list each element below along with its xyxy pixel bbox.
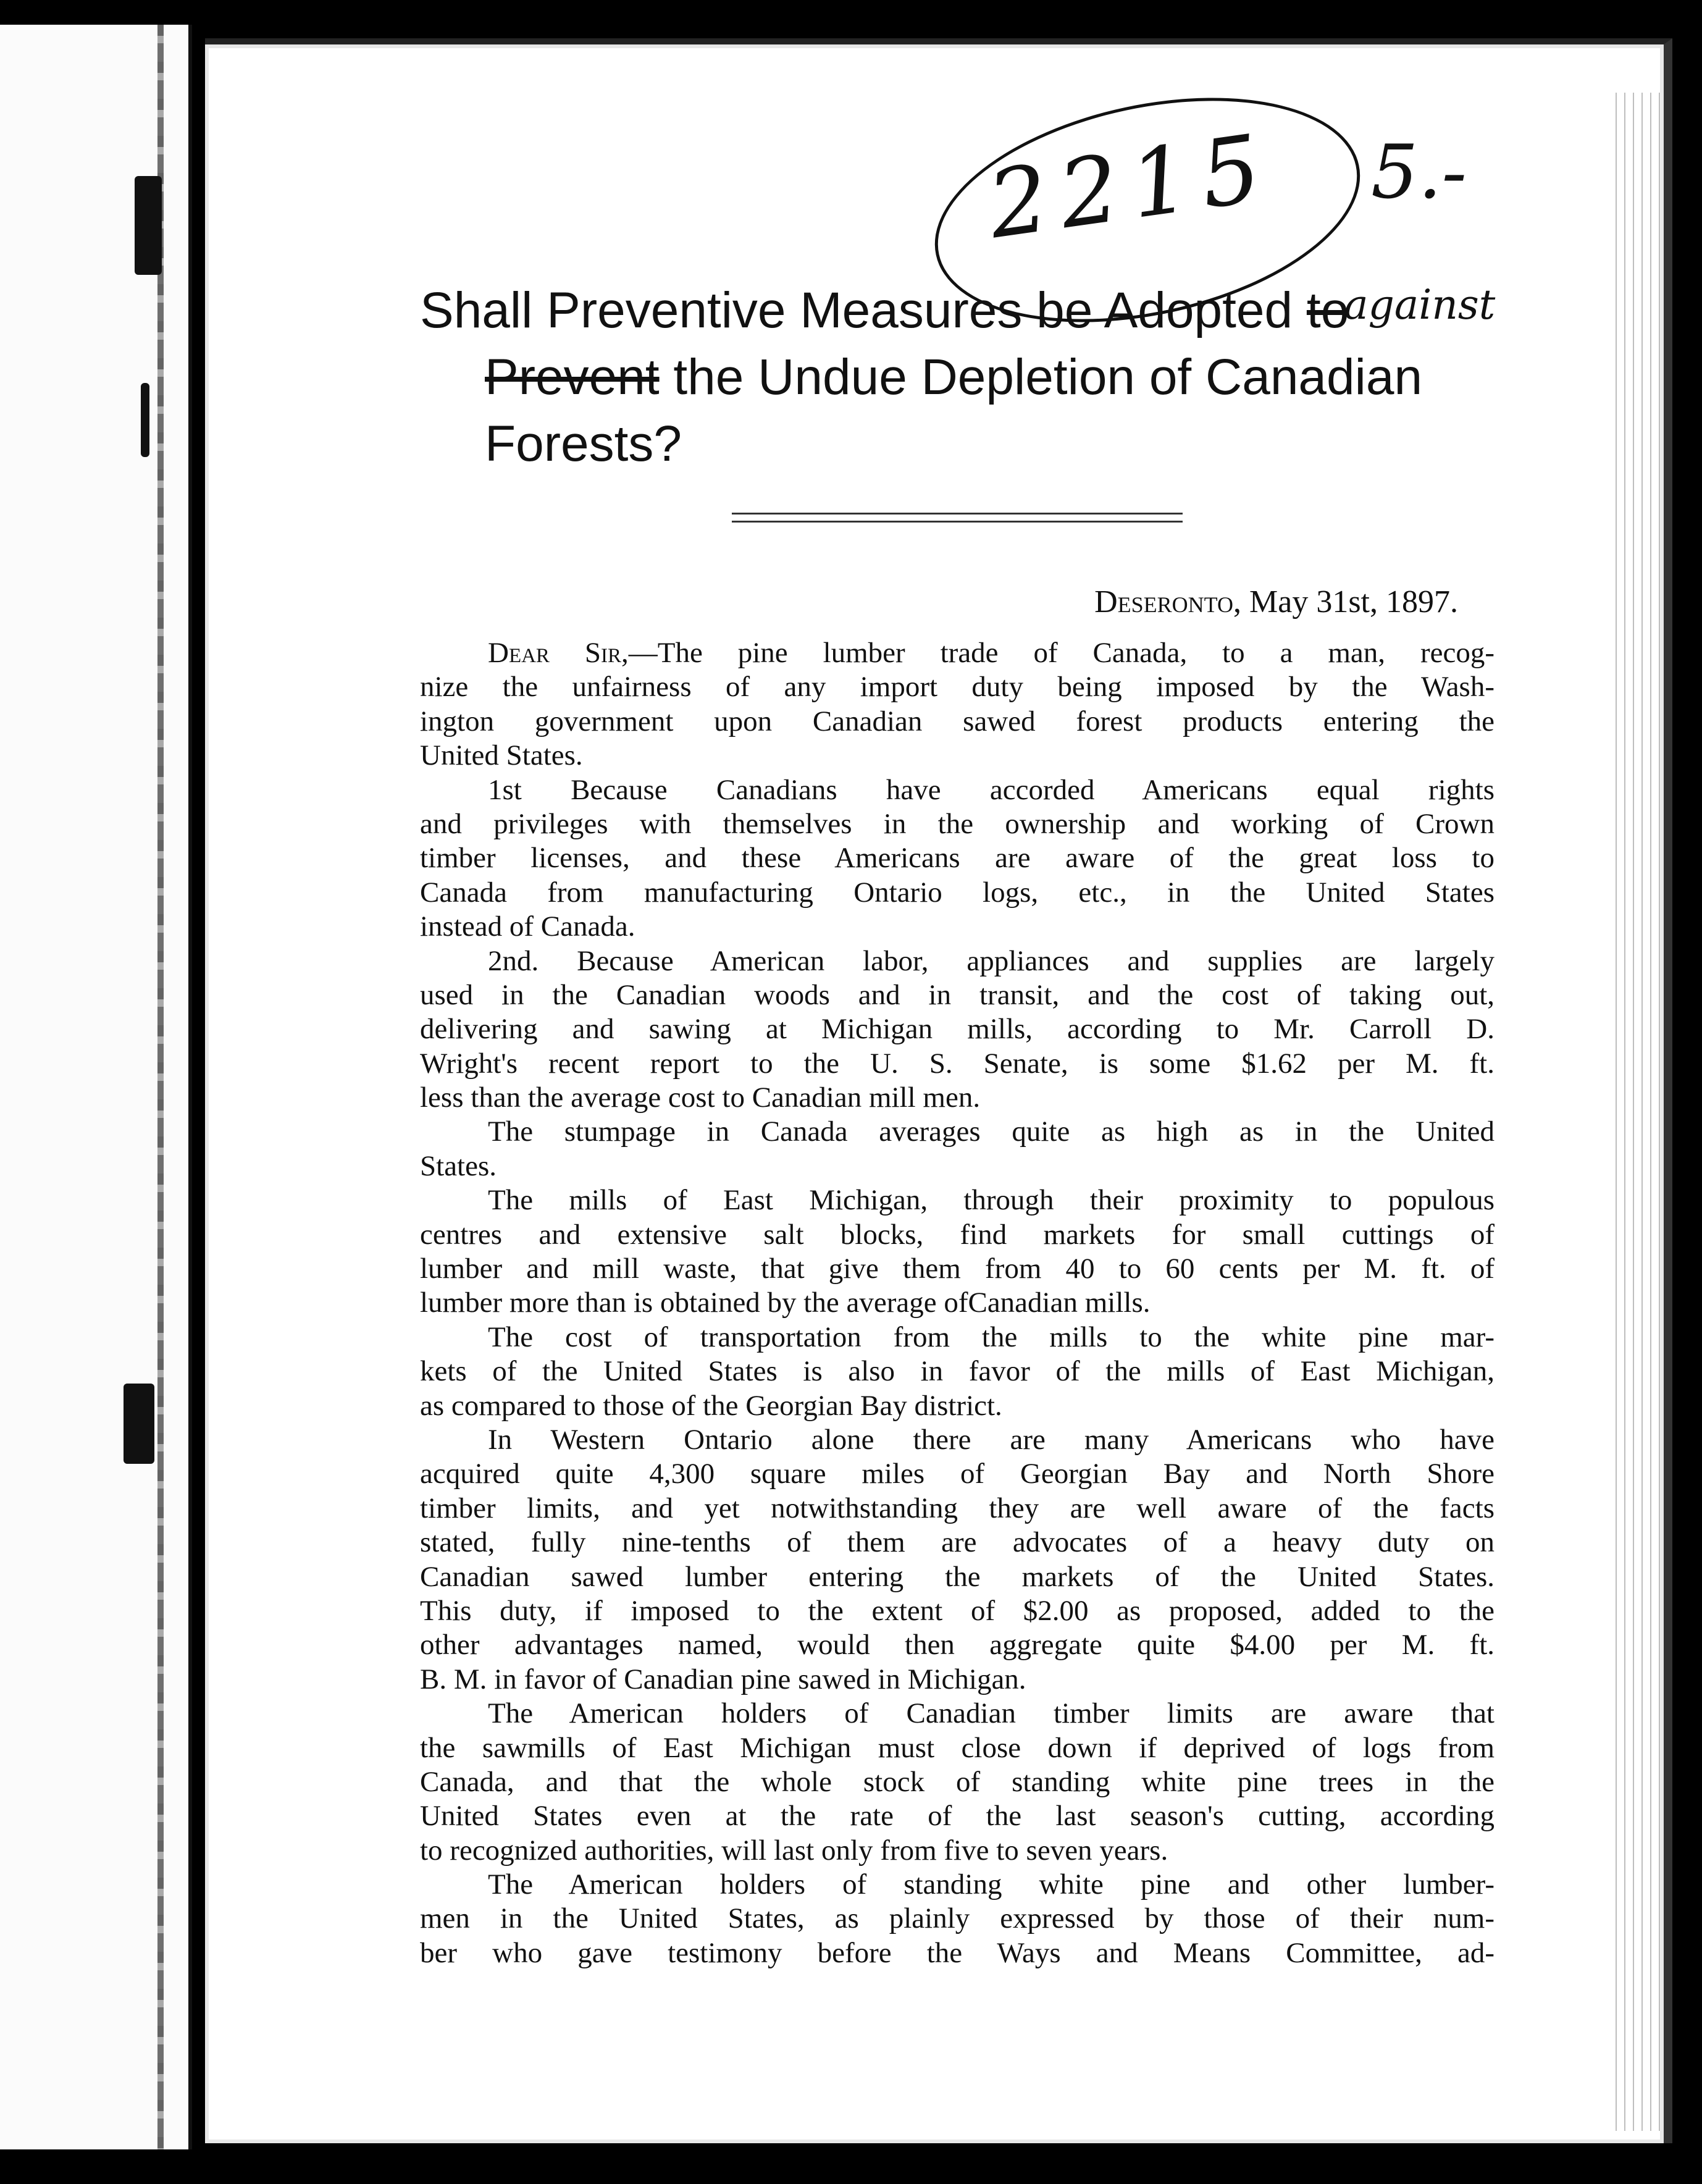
body-line: lumber more than is obtained by the average ofCanadian mills.: [420, 1287, 1151, 1319]
previous-page-strip: [0, 25, 192, 2149]
binding-staple: [124, 1384, 154, 1464]
dateline: [1094, 584, 1458, 620]
title-handwritten-insert: against: [1344, 281, 1496, 329]
body-line: instead of Canada.: [420, 910, 635, 943]
body-line: 1st Because Canadians have accorded Americans equal rights: [488, 773, 1494, 806]
body-line: to recognized authorities, will last only from five to seven years.: [420, 1834, 1168, 1867]
price-note: 5.-: [1371, 130, 1467, 216]
body-line: Canada from manufacturing Ontario logs, etc., in the United States: [420, 876, 1494, 909]
body-line: The cost of transportation from the mills to the white pine mar-: [488, 1321, 1494, 1353]
body-line: United States even at the rate of the last season's cutting, according: [420, 1800, 1494, 1833]
title-divider: [732, 513, 1183, 523]
body-line: lumber and mill waste, that give them from 40 to 60 cents per M. ft. of: [420, 1253, 1494, 1285]
body-line: the sawmills of East Michigan must close down if deprived of logs from: [420, 1731, 1494, 1764]
body-line: States.: [420, 1149, 497, 1182]
body-line: less than the average cost to Canadian mill men.: [420, 1082, 981, 1114]
body-line: The American holders of Canadian timber limits are aware that: [488, 1697, 1494, 1730]
body-line: The mills of East Michigan, through their proximity to populous: [488, 1184, 1494, 1217]
title-line-1: [420, 272, 1643, 344]
body-line: other advantages named, would then aggregate quite $4.00 per M. ft.: [420, 1629, 1494, 1661]
binding-staple: [135, 176, 162, 275]
body-line: stated, fully nine-tenths of them are advocates of a heavy duty on: [420, 1526, 1494, 1559]
body-line: The American holders of standing white pine and other lumber-: [488, 1868, 1494, 1901]
body-line: Canadian sawed lumber entering the markets of the United States.: [420, 1560, 1494, 1593]
title-struck-word: Prevent: [485, 349, 660, 405]
body-line: Canada, and that the whole stock of standing white pine trees in the: [420, 1765, 1494, 1798]
title-text-1: Shall Preventive Measures be Adopted: [420, 282, 1293, 338]
body-line: centres and extensive salt blocks, find markets for small cuttings of: [420, 1218, 1494, 1251]
title-text-2: the Undue Depletion of Canadian: [659, 349, 1423, 405]
body-line: as compared to those of the Georgian Bay district.: [420, 1389, 1002, 1422]
dateline-date: , May 31st, 1897.: [1233, 584, 1458, 620]
body-line: used in the Canadian woods and in transit, and the cost of taking out,: [420, 978, 1494, 1011]
body-line: The stumpage in Canada averages quite as high as in the United: [488, 1115, 1494, 1148]
body-line: This duty, if imposed to the extent of $2.00 as proposed, added to the: [420, 1594, 1494, 1627]
title-line-3: Forests?: [485, 416, 682, 472]
body-line: Dear Sir,—The pine lumber trade of Canada, to a man, recog-: [488, 637, 1494, 669]
catalog-number: 2215: [982, 113, 1280, 260]
body-line: Wright's recent report to the U. S. Senate, is some $1.62 per M. ft.: [420, 1047, 1494, 1080]
body-line: kets of the United States is also in favor of the mills of East Michigan,: [420, 1355, 1494, 1388]
body-line: B. M. in favor of Canadian pine sawed in Michigan.: [420, 1663, 1026, 1695]
title-struck-word: to: [1306, 282, 1349, 338]
body-line: timber licenses, and these Americans are aware of the great loss to: [420, 842, 1494, 875]
dateline-place: Deseronto: [1094, 584, 1233, 620]
body-line: In Western Ontario alone there are many Americans who have: [488, 1423, 1494, 1456]
letter-body: [420, 636, 1494, 1970]
binding-staple: [141, 383, 149, 457]
body-line: timber limits, and yet notwithstanding they are well aware of the facts: [420, 1492, 1494, 1524]
body-line: acquired quite 4,300 square miles of Georgian Bay and North Shore: [420, 1458, 1494, 1490]
document-title: [420, 272, 1643, 477]
body-line: men in the United States, as plainly expressed by those of their num-: [420, 1902, 1494, 1935]
body-line: ber who gave testimony before the Ways and Means Committee, ad-: [420, 1936, 1494, 1969]
salutation: Dear Sir: [488, 637, 621, 669]
body-line: and privileges with themselves in the ownership and working of Crown: [420, 807, 1494, 840]
body-line: 2nd. Because American labor, appliances and supplies are largely: [488, 944, 1494, 977]
title-line-2: [420, 344, 1643, 411]
body-line: ington government upon Canadian sawed forest products entering the: [420, 705, 1494, 737]
body-line: delivering and sawing at Michigan mills, according to Mr. Carroll D.: [420, 1013, 1494, 1046]
body-line: United States.: [420, 739, 583, 772]
body-line: nize the unfairness of any import duty being imposed by the Wash-: [420, 671, 1494, 704]
